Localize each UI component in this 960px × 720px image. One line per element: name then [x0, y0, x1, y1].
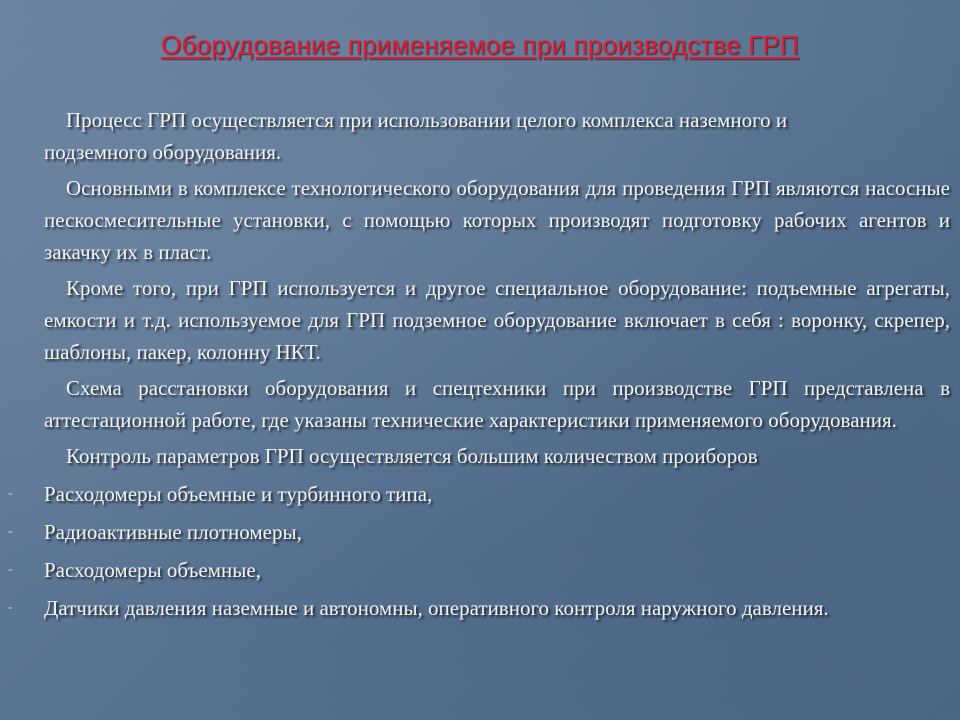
list-item-text: Датчики давления наземные и автономны, оперативного контроля наружного давления. — [44, 596, 829, 620]
list-item — [8, 554, 950, 586]
instrument-list — [8, 478, 950, 624]
list-item — [8, 592, 950, 624]
paragraph-other-equipment: Кроме того, при ГРП используется и другое специальное оборудование: подъемные агрегаты, емкости и т.д. используемое для ГРП подземное оборудование включает в себя : воронку, скрепер, шаблоны, пакер, колонну НКТ. — [44, 276, 950, 364]
paragraph-main-equipment: Основными в комплексе технологического оборудования для проведения ГРП являются насосные пескосмесительные установки, с помощью которых производят подготовку рабочих агентов и закачку их в пласт. — [44, 176, 950, 264]
list-item-text: Расходомеры объемные, — [44, 558, 261, 582]
paragraph-process: Процесс ГРП осуществляется при использовании целого комплекса наземного и подземного оборудования. — [44, 108, 788, 164]
bullet-dash-icon: - — [8, 486, 13, 501]
paragraph-layout-scheme: Схема расстановки оборудования и спецтехники при производстве ГРП представлена в аттестационной работе, где указаны технические характеристики применяемого оборудования. — [44, 376, 950, 432]
list-item — [8, 516, 950, 548]
list-item-text: Радиоактивные плотномеры, — [44, 520, 302, 544]
bullet-dash-icon: - — [8, 524, 13, 539]
list-item-text: Расходомеры объемные и турбинного типа, — [44, 482, 433, 506]
slide-body — [8, 104, 950, 624]
paragraph-control-intro: Контроль параметров ГРП осуществляется большим количеством проиборов — [66, 444, 758, 468]
slide-title: Оборудование применяемое при производстве ГРП — [161, 30, 799, 60]
list-item — [8, 478, 950, 510]
bullet-dash-icon: - — [8, 600, 13, 615]
bullet-dash-icon: - — [8, 562, 13, 577]
